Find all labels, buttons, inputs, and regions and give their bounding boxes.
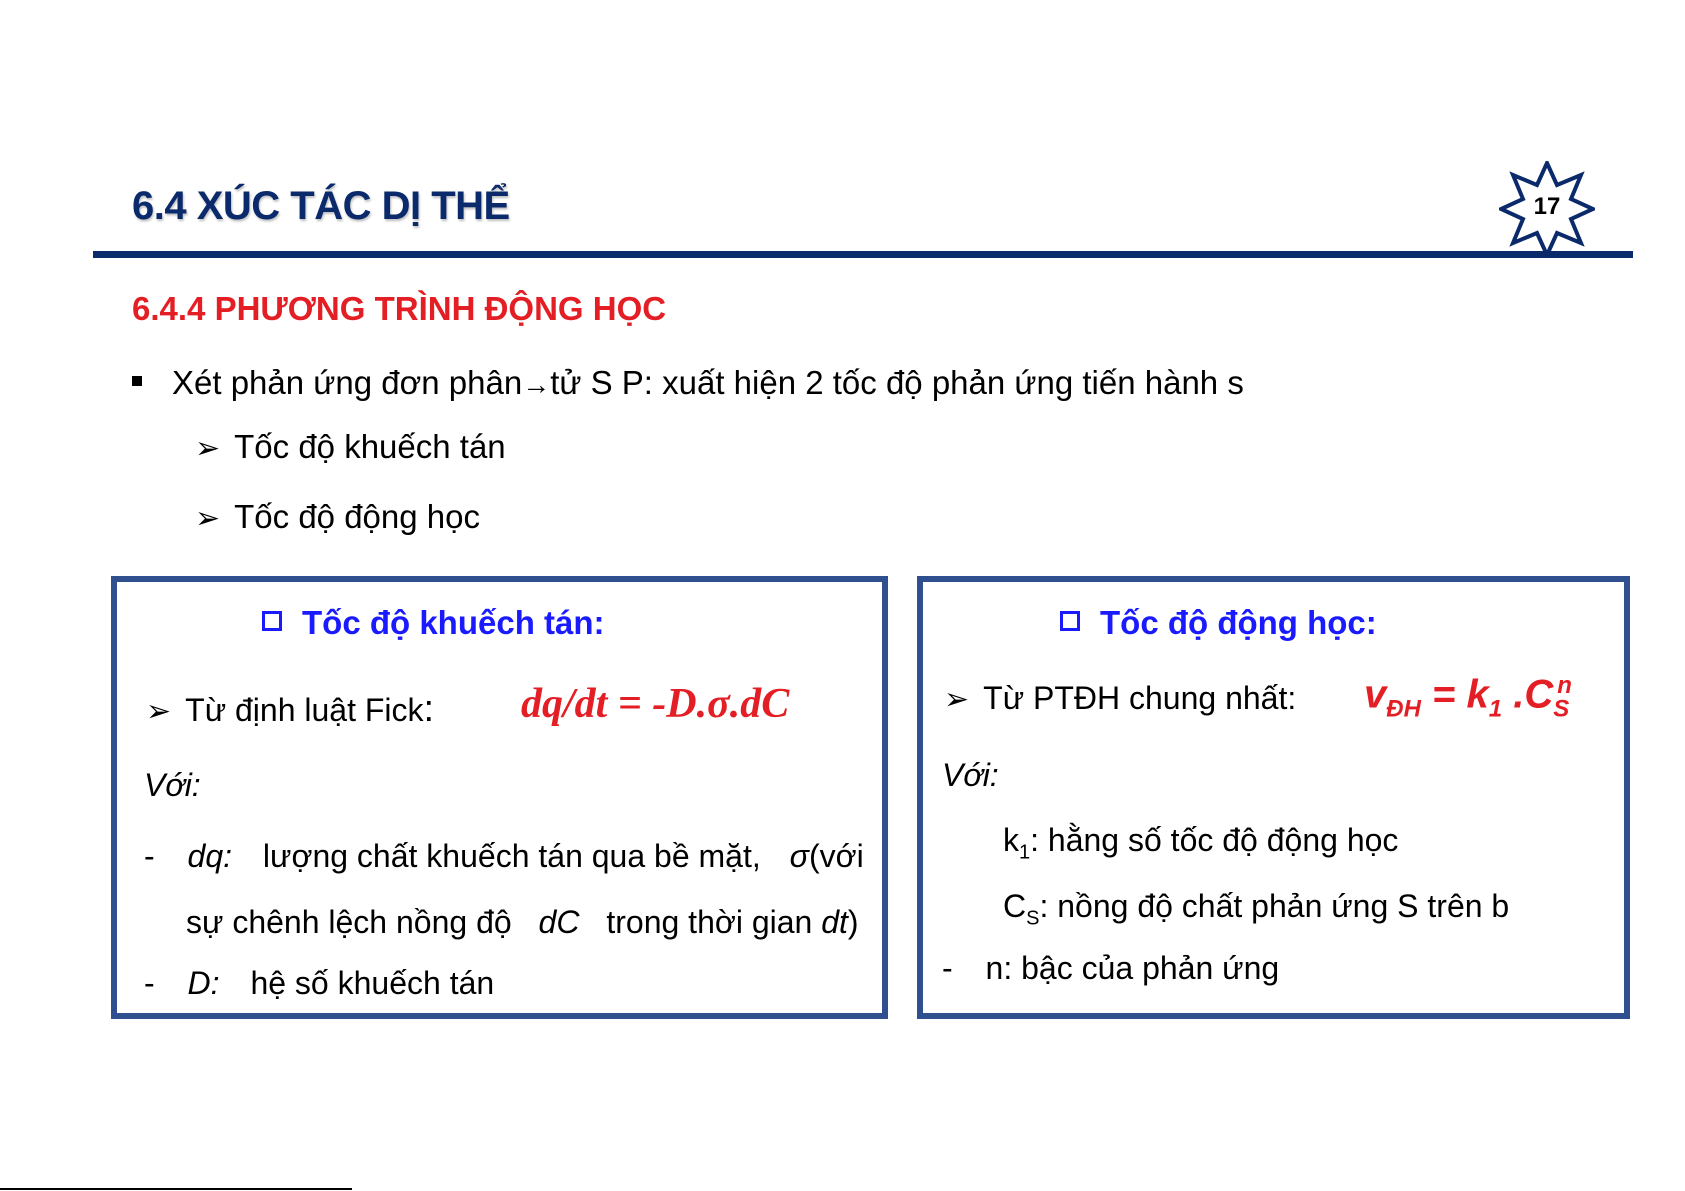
arrow-bullet-icon: ➢ bbox=[944, 683, 970, 716]
v-subscript: ĐH bbox=[1386, 695, 1421, 723]
k-symbol: k bbox=[1003, 822, 1019, 858]
fick-law-colon: : bbox=[423, 688, 435, 730]
diffusion-heading-label: Tốc độ khuếch tán: bbox=[302, 604, 605, 641]
cs-text: : nồng độ chất phản ứng S trên b bbox=[1039, 888, 1510, 924]
dq-cont-b: trong thời gian bbox=[606, 904, 813, 940]
intro-bullet bbox=[132, 364, 1632, 402]
reaction-arrow: → bbox=[522, 369, 551, 400]
k-subscript: 1 bbox=[1488, 695, 1503, 723]
intro-subitem bbox=[195, 428, 506, 466]
c-subscript: S bbox=[1553, 695, 1570, 723]
definition-k1 bbox=[1003, 822, 1398, 864]
dq-tail: (với bbox=[808, 838, 864, 874]
arrow-bullet-icon: ➢ bbox=[195, 432, 221, 465]
arrow-bullet-icon: ➢ bbox=[146, 695, 172, 728]
n-text: n: bậc của phản ứng bbox=[985, 950, 1280, 986]
definition-dq bbox=[144, 838, 864, 875]
with-label: Với: bbox=[144, 767, 201, 803]
square-bullet-icon bbox=[132, 376, 142, 386]
c-symbol: C bbox=[1003, 888, 1027, 924]
kinetic-heading bbox=[1060, 604, 1377, 642]
dash: - bbox=[144, 838, 155, 874]
fick-formula: dq/dt = -D.σ.dC bbox=[521, 681, 790, 727]
kinetic-heading-label: Tốc độ động học: bbox=[1100, 604, 1377, 641]
diffusion-rate-box bbox=[111, 576, 888, 1019]
dash: - bbox=[144, 965, 155, 1001]
d-symbol: D: bbox=[187, 965, 220, 1001]
dq-symbol: dq: bbox=[187, 838, 233, 874]
intro-text-before: Xét phản ứng đơn phân bbox=[172, 364, 523, 401]
definition-d bbox=[144, 965, 494, 1002]
sigma-symbol: σ bbox=[789, 838, 809, 874]
slide-title: 6.4 XÚC TÁC DỊ THỂ bbox=[132, 184, 510, 228]
dq-cont-a: sự chênh lệch nồng độ bbox=[186, 904, 512, 940]
checkbox-bullet-icon bbox=[262, 611, 282, 631]
definition-n bbox=[942, 950, 1279, 987]
arrow-bullet-icon: ➢ bbox=[195, 502, 221, 535]
section-heading: 6.4.4 PHƯƠNG TRÌNH ĐỘNG HỌC bbox=[132, 290, 667, 327]
definition-dq-cont bbox=[186, 904, 859, 941]
k1-text: : hằng số tốc độ động học bbox=[1030, 822, 1399, 858]
dc-symbol: dC bbox=[538, 904, 580, 940]
c-superscript: n bbox=[1557, 672, 1572, 699]
kinetic-eq-label: Từ PTĐH chung nhất: bbox=[983, 680, 1297, 716]
c-symbol: .C bbox=[1502, 672, 1554, 717]
subitem-label: Tốc độ động học bbox=[234, 498, 480, 535]
fick-law-line bbox=[146, 688, 434, 731]
with-label: Với: bbox=[942, 757, 999, 793]
formula-mid: = k bbox=[1420, 672, 1489, 717]
subitem-label: Tốc độ khuếch tán bbox=[234, 428, 506, 465]
header-rule bbox=[93, 251, 1633, 258]
intro-text-after: tử S P: xuất hiện 2 tốc độ phản ứng tiến hành s bbox=[550, 364, 1244, 401]
checkbox-bullet-icon bbox=[1060, 611, 1080, 631]
dt-symbol: dt bbox=[821, 904, 848, 940]
dash: - bbox=[942, 950, 953, 986]
definition-cs bbox=[1003, 888, 1623, 930]
footer-rule bbox=[0, 1188, 352, 1190]
intro-subitem bbox=[195, 498, 480, 536]
kinetic-formula bbox=[1364, 672, 1572, 723]
c-subscript: S bbox=[1026, 907, 1040, 930]
diffusion-heading bbox=[262, 604, 605, 642]
kinetic-equation-line bbox=[944, 680, 1296, 717]
fick-law-label: Từ định luật Fick bbox=[185, 692, 424, 728]
k-subscript: 1 bbox=[1019, 841, 1031, 864]
page-number: 17 bbox=[1533, 193, 1561, 220]
v-symbol: v bbox=[1364, 672, 1387, 717]
close-paren: ) bbox=[847, 904, 859, 940]
dq-text: lượng chất khuếch tán qua bề mặt, bbox=[262, 838, 761, 874]
d-text: hệ số khuếch tán bbox=[250, 965, 495, 1001]
